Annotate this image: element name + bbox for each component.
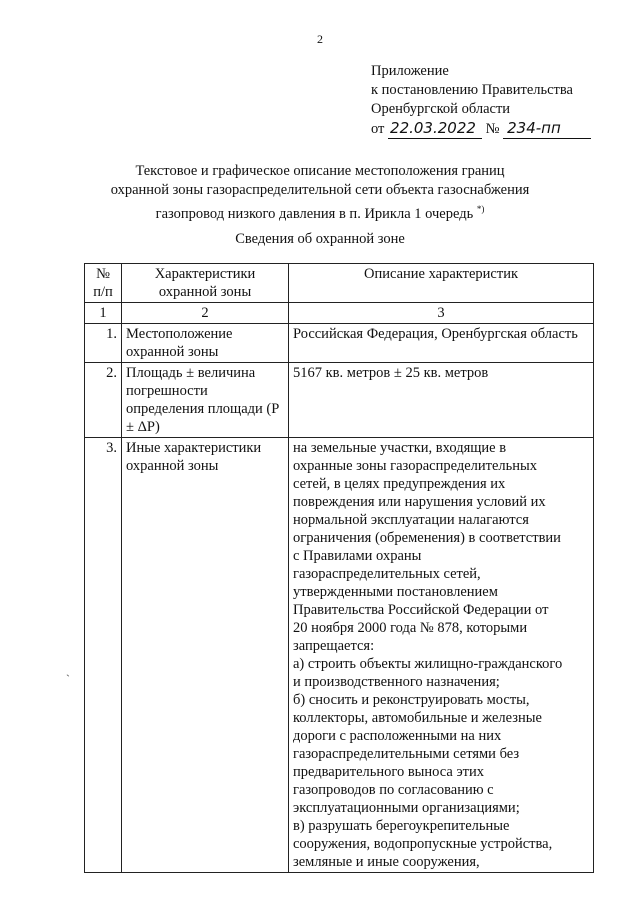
desc-line: утвержденными постановлением	[293, 584, 498, 600]
colnum-3: 3	[289, 303, 594, 324]
title-line-3-wrapper	[0, 200, 640, 224]
desc-line: на земельные участки, входящие в	[293, 440, 507, 456]
footnote-mark: *)	[476, 204, 485, 214]
row-description: Российская Федерация, Оренбургская область	[289, 324, 594, 363]
row-number: 2.	[85, 363, 122, 438]
row-characteristic: Местоположение охранной зоны	[122, 324, 289, 363]
desc-line: коллекторы, автомобильные и железные	[293, 710, 542, 726]
desc-line: сооружения, водопропускные устройства,	[293, 836, 553, 852]
appendix-line-3: Оренбургской области	[371, 101, 511, 117]
desc-line: эксплуатационными организациями;	[293, 800, 520, 816]
title-line-3: газопровод низкого давления в п. Ирикла 1 очередь	[155, 205, 474, 222]
desc-line: запрещается:	[293, 638, 375, 654]
desc-line: нормальной эксплуатации налагаются	[293, 512, 529, 528]
page-number: 2	[317, 32, 323, 46]
table-row	[85, 324, 594, 363]
row-number: 1.	[85, 324, 122, 363]
appendix-line-2: к постановлению Правительства	[371, 82, 573, 98]
table-header-row	[85, 264, 594, 303]
desc-line: с Правилами охраны	[293, 548, 422, 564]
handwritten-date: 22.03.2022	[388, 119, 482, 139]
table-row	[85, 363, 594, 438]
desc-line: газораспределительных сетей,	[293, 566, 481, 582]
desc-line: б) сносить и реконструировать мосты,	[293, 692, 530, 708]
row-description: 5167 кв. метров ± 25 кв. метров	[289, 363, 594, 438]
desc-line: сетей, в целях предупреждения их	[293, 476, 506, 492]
appendix-line-1: Приложение	[371, 63, 449, 79]
appendix-block	[371, 62, 591, 139]
desc-line: земляные и иные сооружения,	[293, 854, 480, 870]
row-description	[289, 438, 594, 873]
desc-line: газораспределительными сетями без	[293, 746, 520, 762]
desc-line: повреждения или нарушения условий их	[293, 494, 546, 510]
appendix-date-line	[371, 119, 591, 139]
colnum-1: 1	[85, 303, 122, 324]
row-characteristic: Площадь ± величина погрешности определения площади (Р ± ΔР)	[122, 363, 289, 438]
desc-line: дороги с расположенными на них	[293, 728, 502, 744]
header-num: № п/п	[85, 264, 122, 303]
desc-line: а) строить объекты жилищно-гражданского	[293, 656, 563, 672]
handwritten-number: 234-пп	[503, 119, 591, 139]
section-subtitle: Сведения об охранной зоне	[235, 231, 405, 247]
desc-line: охранные зоны газораспределительных	[293, 458, 538, 474]
table-colnum-row	[85, 303, 594, 324]
desc-line: 20 ноября 2000 года № 878, которыми	[293, 620, 528, 636]
margin-mark: `	[66, 672, 70, 686]
title-line-1: Текстовое и графическое описание местоположения границ	[135, 163, 505, 179]
header-description: Описание характеристик	[289, 264, 594, 303]
row-characteristic: Иные характеристики охранной зоны	[122, 438, 289, 873]
desc-line: и производственного назначения;	[293, 674, 500, 690]
desc-line: предварительного выноса этих	[293, 764, 485, 780]
document-title	[0, 162, 640, 224]
desc-line: в) разрушать берегоукрепительные	[293, 818, 510, 834]
header-characteristic: Характеристики охранной зоны	[122, 264, 289, 303]
desc-line: газопроводов по согласованию с	[293, 782, 494, 798]
date-prefix: от	[371, 121, 385, 137]
colnum-2: 2	[122, 303, 289, 324]
row-number: 3.	[85, 438, 122, 873]
title-line-2: охранной зоны газораспределительной сети объекта газоснабжения	[110, 182, 530, 198]
zone-info-table	[84, 263, 594, 873]
number-prefix: №	[485, 121, 500, 137]
desc-line: Правительства Российской Федерации от	[293, 602, 549, 618]
desc-line: ограничения (обременения) в соответствии	[293, 530, 561, 546]
table-row	[85, 438, 594, 873]
